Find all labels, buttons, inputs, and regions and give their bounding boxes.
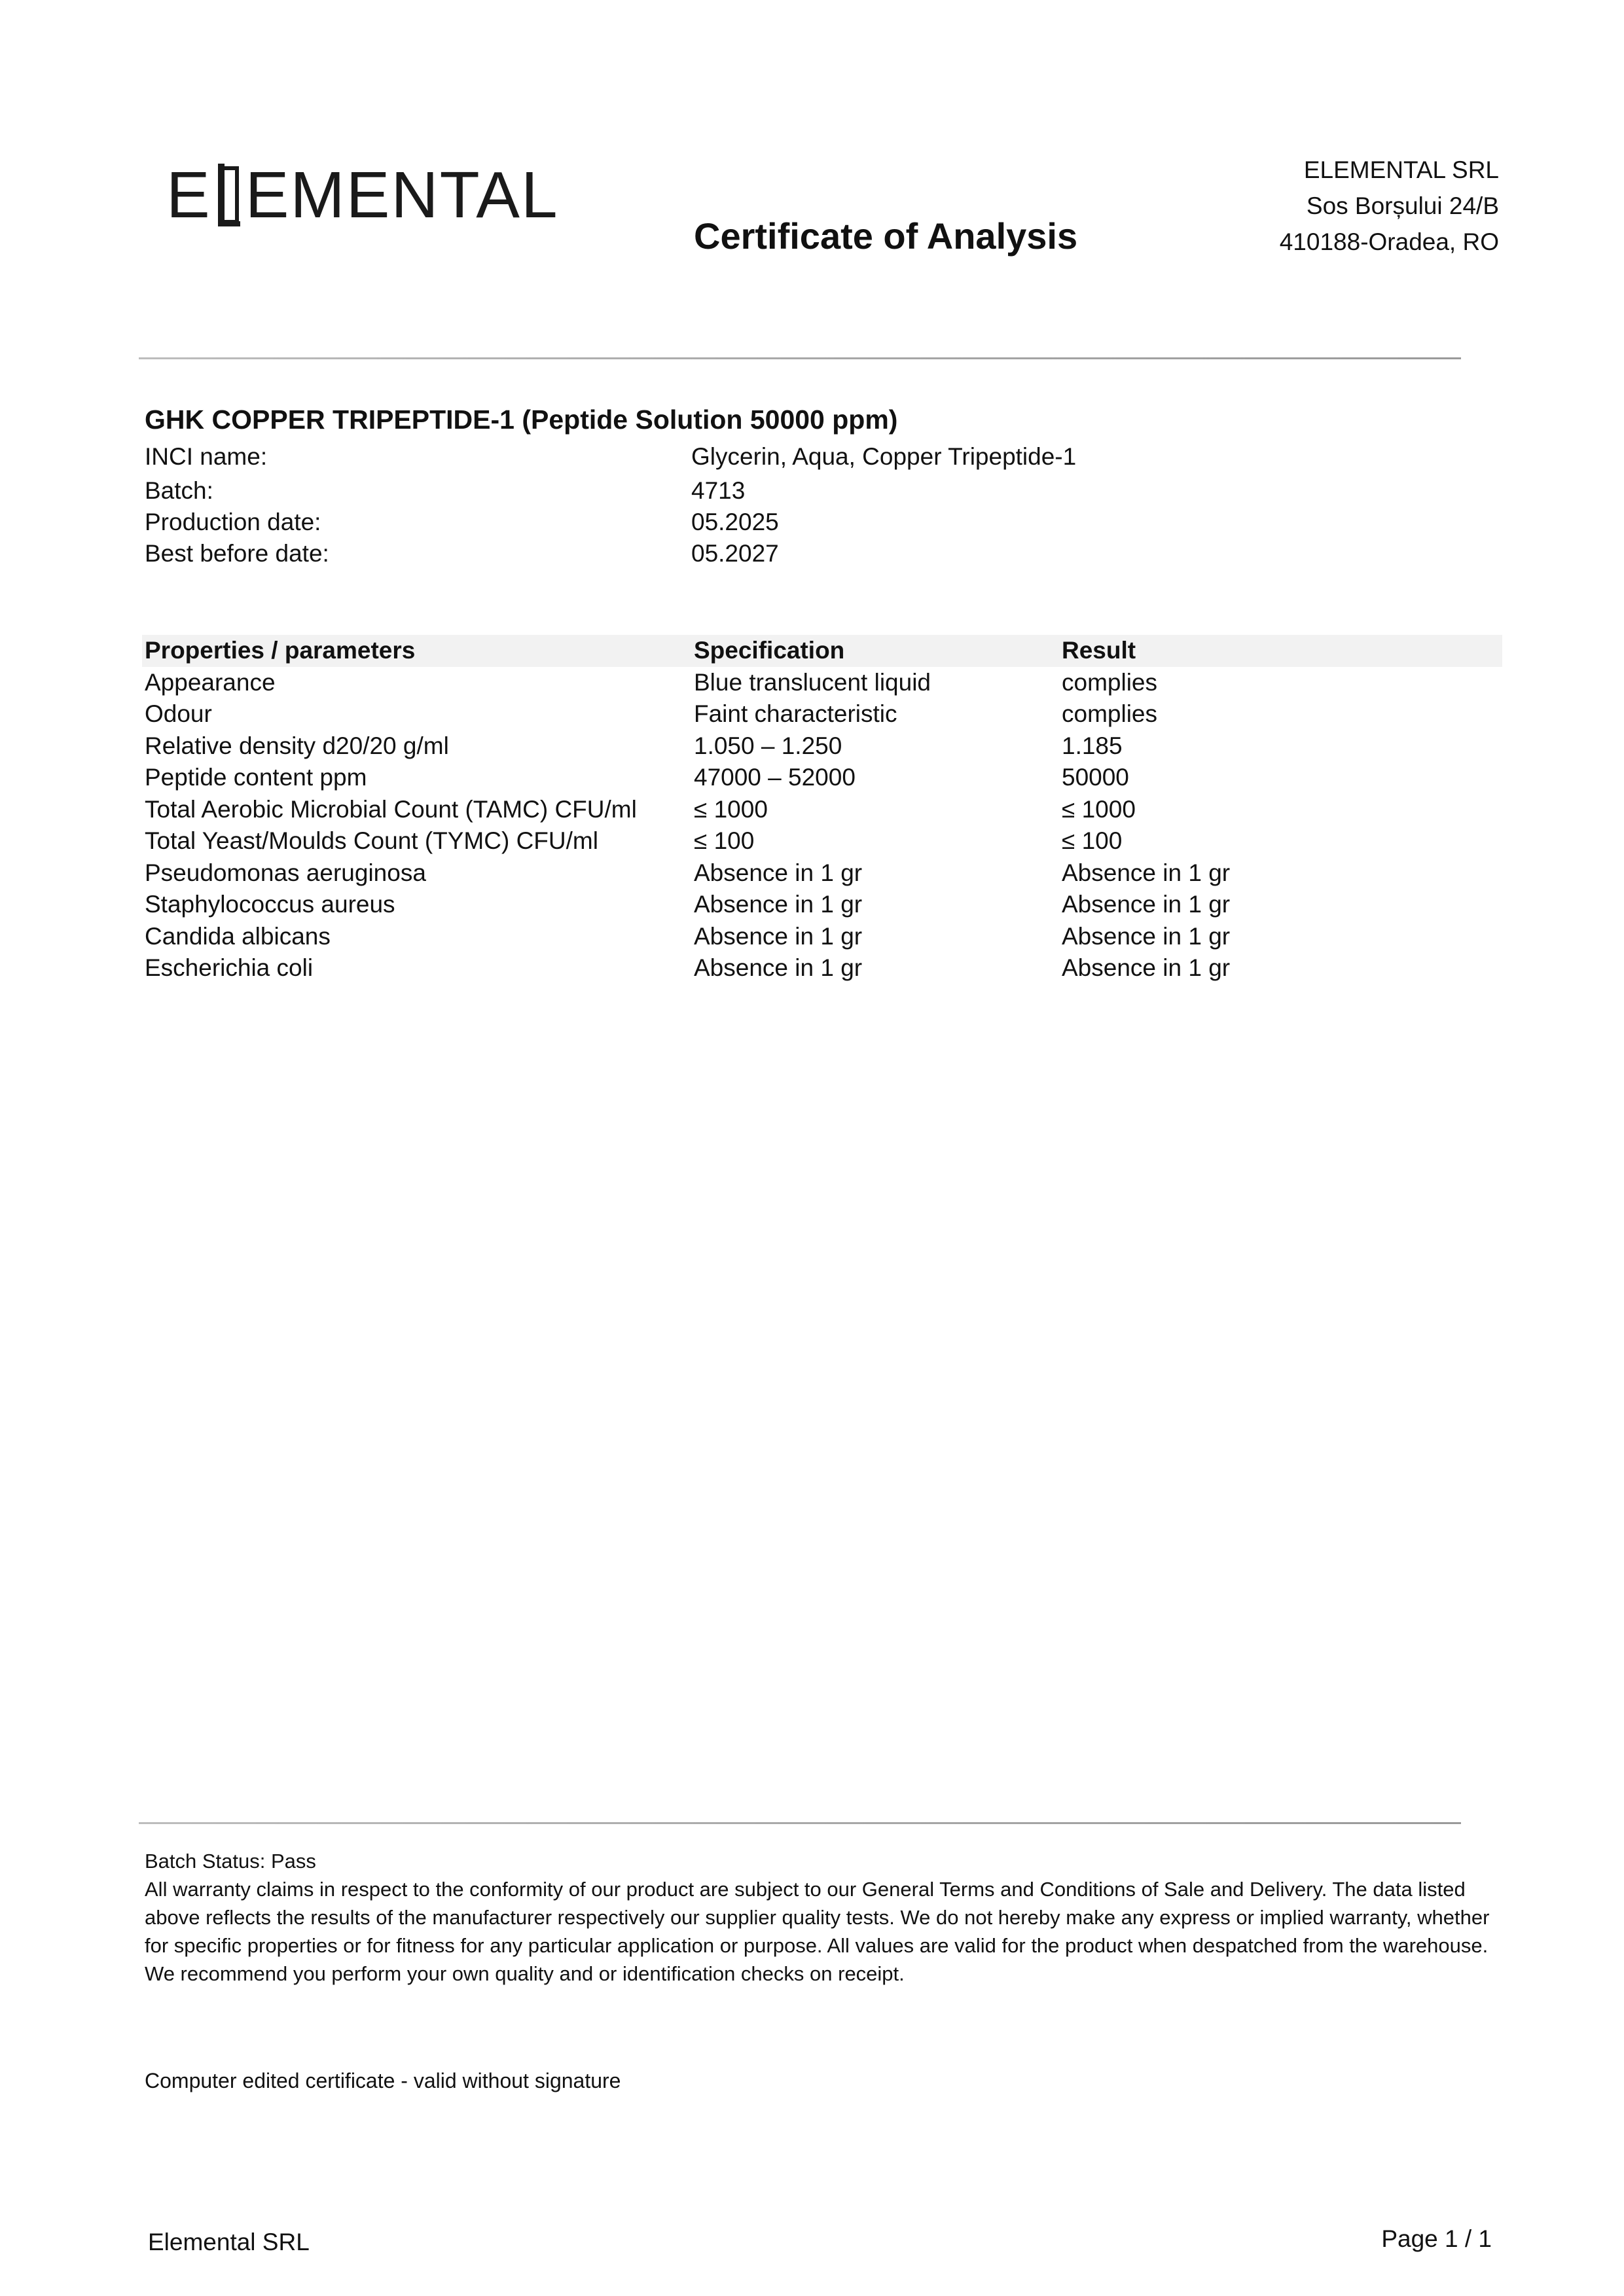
cell-specification: ≤ 1000 <box>694 795 768 823</box>
cell-result: complies <box>1062 700 1157 728</box>
cell-specification: 47000 – 52000 <box>694 764 856 791</box>
info-value: 05.2025 <box>691 509 779 535</box>
document-title: Certificate of Analysis <box>694 215 1078 257</box>
cell-result: Absence in 1 gr <box>1062 954 1231 982</box>
footer-divider <box>139 1822 1461 1824</box>
cell-specification: ≤ 100 <box>694 827 755 855</box>
cell-result: Absence in 1 gr <box>1062 891 1231 918</box>
table-row <box>142 857 1502 889</box>
certificate-notes <box>145 1847 1493 1988</box>
logo-rest: EMENTAL <box>245 158 559 232</box>
cell-property: Peptide content ppm <box>145 764 367 791</box>
cell-specification: Faint characteristic <box>694 700 897 728</box>
info-label: Production date: <box>145 509 321 535</box>
info-label: Best before date: <box>145 540 329 567</box>
table-row <box>142 825 1502 857</box>
logo-letter-e: E <box>166 158 211 232</box>
info-row-best-before <box>145 538 1323 569</box>
table-row <box>142 952 1502 984</box>
cell-property: Relative density d20/20 g/ml <box>145 732 449 759</box>
info-row-batch <box>145 475 1323 507</box>
cell-result: Absence in 1 gr <box>1062 922 1231 950</box>
logo-mark-icon <box>214 164 242 226</box>
cell-property: Escherichia coli <box>145 954 314 982</box>
cell-property: Odour <box>145 700 212 728</box>
cell-result: 50000 <box>1062 764 1129 791</box>
batch-status: Batch Status: Pass <box>145 1850 316 1873</box>
table-row <box>142 667 1502 699</box>
validity-note: Computer edited certificate - valid without signature <box>145 2069 621 2092</box>
cell-specification: Absence in 1 gr <box>694 922 863 950</box>
table-row <box>142 889 1502 921</box>
cell-property: Candida albicans <box>145 922 331 950</box>
info-label: Batch: <box>145 477 213 504</box>
table-row <box>142 794 1502 826</box>
table-header-row <box>142 635 1502 667</box>
product-title: GHK COPPER TRIPEPTIDE-1 (Peptide Solution 50000 ppm) <box>145 404 898 435</box>
footer-company: Elemental SRL <box>148 2229 310 2255</box>
header-divider <box>139 357 1461 359</box>
warranty-disclaimer: All warranty claims in respect to the conformity of our product are subject to our General Terms and Conditions of Sale and Delivery. The data listed above reflects the results of the manufacturer respectively our supplier quality tests. We do not hereby make any express or implied warranty, whether for specific properties or for fitness for any particular application or purpose. All values are valid for the product when despatched from the warehouse. We recommend you perform your own quality and or identification checks on receipt. <box>145 1878 1490 1985</box>
cell-result: ≤ 1000 <box>1062 795 1136 823</box>
company-logo <box>166 158 559 232</box>
cell-property: Total Yeast/Moulds Count (TYMC) CFU/ml <box>145 827 598 855</box>
properties-table <box>142 635 1502 984</box>
info-row-production-date <box>145 507 1323 538</box>
table-row <box>142 921 1502 953</box>
cell-specification: Absence in 1 gr <box>694 954 863 982</box>
table-row <box>142 762 1502 794</box>
page-number: Page 1 / 1 <box>1381 2225 1492 2252</box>
company-street: Sos Borșului 24/B <box>1306 192 1499 219</box>
info-value: 4713 <box>691 477 746 504</box>
column-header-properties: Properties / parameters <box>145 637 416 664</box>
company-city: 410188-Oradea, RO <box>1279 228 1499 255</box>
table-row <box>142 730 1502 762</box>
cell-property: Staphylococcus aureus <box>145 891 395 918</box>
company-address <box>1280 152 1499 260</box>
cell-result: complies <box>1062 668 1157 696</box>
cell-result: Absence in 1 gr <box>1062 859 1231 886</box>
cell-specification: Blue translucent liquid <box>694 668 931 696</box>
info-label: INCI name: <box>145 443 268 470</box>
cell-specification: Absence in 1 gr <box>694 891 863 918</box>
cell-property: Appearance <box>145 668 276 696</box>
info-value: 05.2027 <box>691 540 779 567</box>
info-value: Glycerin, Aqua, Copper Tripeptide-1 <box>691 443 1077 470</box>
column-header-result: Result <box>1062 637 1136 664</box>
cell-specification: Absence in 1 gr <box>694 859 863 886</box>
column-header-specification: Specification <box>694 637 845 664</box>
cell-result: ≤ 100 <box>1062 827 1123 855</box>
cell-result: 1.185 <box>1062 732 1123 759</box>
company-name: ELEMENTAL SRL <box>1303 156 1499 183</box>
cell-property: Pseudomonas aeruginosa <box>145 859 426 886</box>
cell-specification: 1.050 – 1.250 <box>694 732 842 759</box>
info-row-inci <box>145 441 1323 473</box>
cell-property: Total Aerobic Microbial Count (TAMC) CFU/ml <box>145 795 637 823</box>
table-row <box>142 698 1502 730</box>
